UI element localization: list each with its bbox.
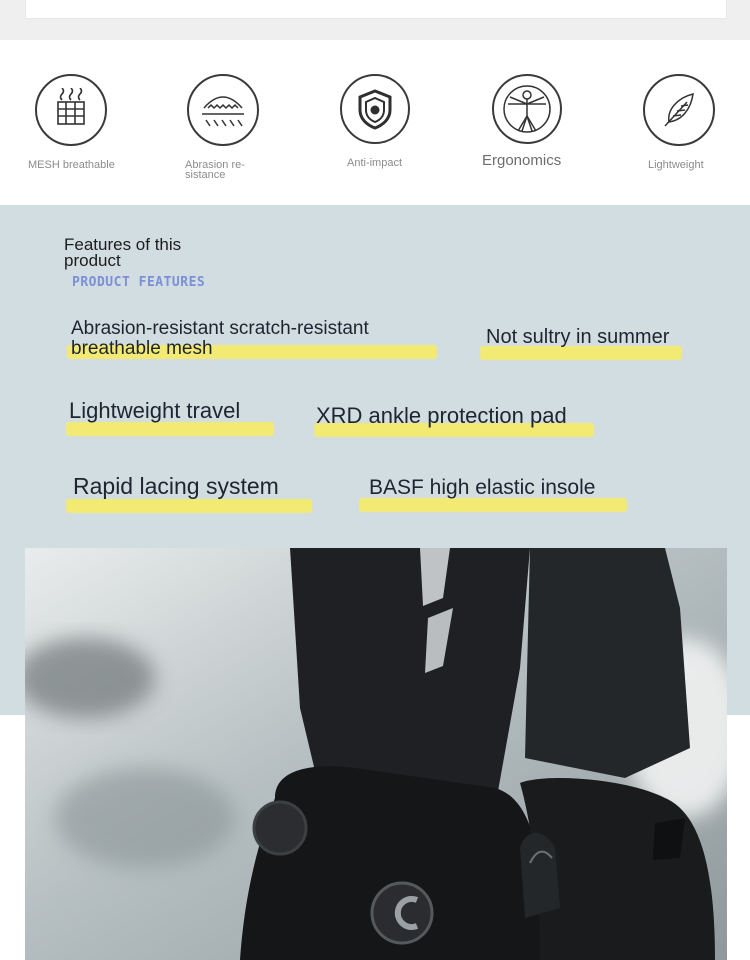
- icon-label: Anti-impact: [347, 157, 403, 169]
- highlight-stroke: [66, 499, 312, 513]
- icon-item-lightweight: [643, 74, 750, 170]
- feature-item: [69, 398, 240, 424]
- feature-text: Rapid lacing system: [73, 473, 279, 499]
- feature-text: Lightweight travel: [69, 398, 241, 423]
- highlight-stroke: [359, 498, 627, 512]
- mesh-heat-icon: [35, 74, 107, 146]
- icon-label: Lightweight: [648, 159, 704, 171]
- feature-text: Not sultry in summer: [486, 326, 670, 348]
- icon-item-anti-impact: [340, 74, 460, 168]
- vitruvian-icon: [492, 74, 562, 144]
- highlight-stroke: [66, 422, 274, 436]
- top-card: [25, 0, 727, 19]
- abrasion-icon: [187, 74, 259, 146]
- features-subtitle: PRODUCT FEATURES: [72, 275, 206, 290]
- feature-item: [486, 326, 669, 349]
- feature-item: [316, 403, 567, 429]
- feather-icon: [643, 74, 715, 146]
- feature-text: Abrasion-resistant scratch-resistant breathable mesh: [71, 318, 369, 359]
- feature-text: BASF high elastic insole: [369, 476, 596, 499]
- feature-item: [369, 476, 595, 500]
- icon-item-ergonomics: [482, 74, 612, 169]
- feature-text: XRD ankle protection pad: [316, 403, 567, 428]
- feature-item: [73, 473, 279, 500]
- feature-item: [71, 319, 431, 359]
- icon-item-mesh: [28, 74, 155, 171]
- icon-label: Abrasion re- sistance: [185, 159, 245, 181]
- top-band: [0, 0, 750, 40]
- icon-label: MESH breathable: [28, 159, 115, 171]
- boots-photo-illustration: [25, 548, 727, 960]
- features-title: Features of this product: [64, 235, 182, 270]
- icon-item-abrasion: [187, 74, 307, 180]
- feature-icon-row: [0, 40, 750, 205]
- shield-icon: [340, 74, 410, 144]
- icon-label: Ergonomics: [482, 152, 562, 169]
- product-photo: [25, 548, 727, 960]
